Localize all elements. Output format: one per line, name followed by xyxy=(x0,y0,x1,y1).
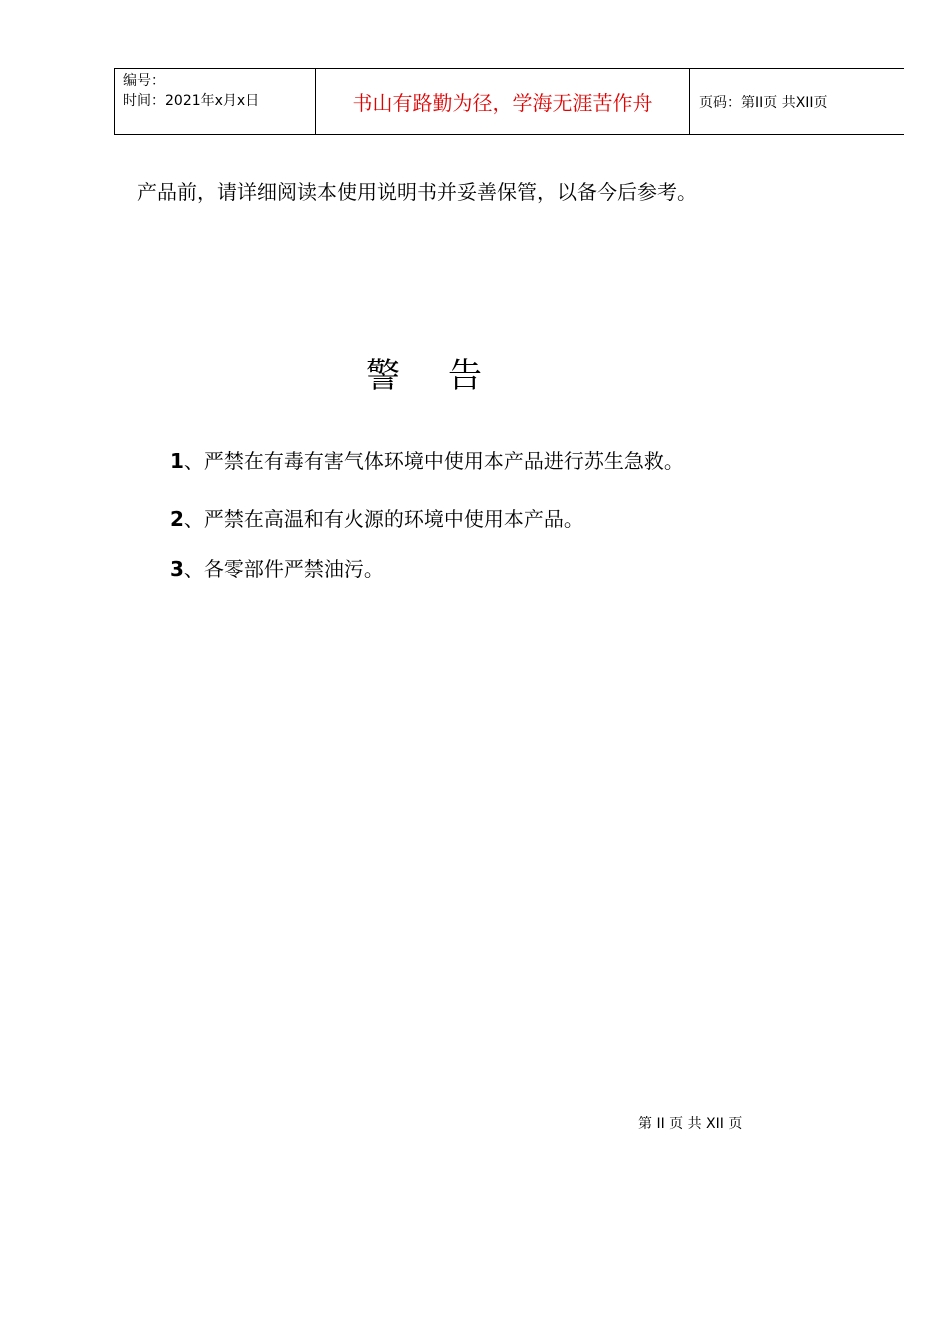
motto-text: 书山有路勤为径，学海无涯苦作舟 xyxy=(352,91,653,115)
header-info-cell xyxy=(115,69,316,134)
warning-item xyxy=(170,555,684,583)
serial-number-label: 编号： xyxy=(123,73,165,89)
warning-item xyxy=(170,447,684,475)
warning-item-number: 1 xyxy=(170,449,184,473)
warning-item xyxy=(170,505,684,533)
header-page-label: 页码：第II页 共XII页 xyxy=(699,94,828,111)
footer-page-number: 第 II 页 共 XII 页 xyxy=(638,1116,743,1132)
warning-item-text: 、严禁在高温和有火源的环境中使用本产品。 xyxy=(183,507,584,531)
intro-paragraph: 产品前，请详细阅读本使用说明书并妥善保管，以备今后参考。 xyxy=(137,180,697,204)
warning-item-text: 、各零部件严禁油污。 xyxy=(183,557,384,581)
document-header xyxy=(114,68,904,135)
warning-list xyxy=(170,447,684,583)
warning-item-number: 2 xyxy=(170,507,184,531)
warning-heading: 警告 xyxy=(366,356,530,396)
warning-item-number: 3 xyxy=(170,557,184,581)
header-page-cell xyxy=(690,69,904,134)
warning-item-text: 、严禁在有毒有害气体环境中使用本产品进行苏生急救。 xyxy=(183,449,684,473)
header-motto-cell xyxy=(316,69,690,134)
date-label: 时间：2021年x月x日 xyxy=(123,93,260,109)
